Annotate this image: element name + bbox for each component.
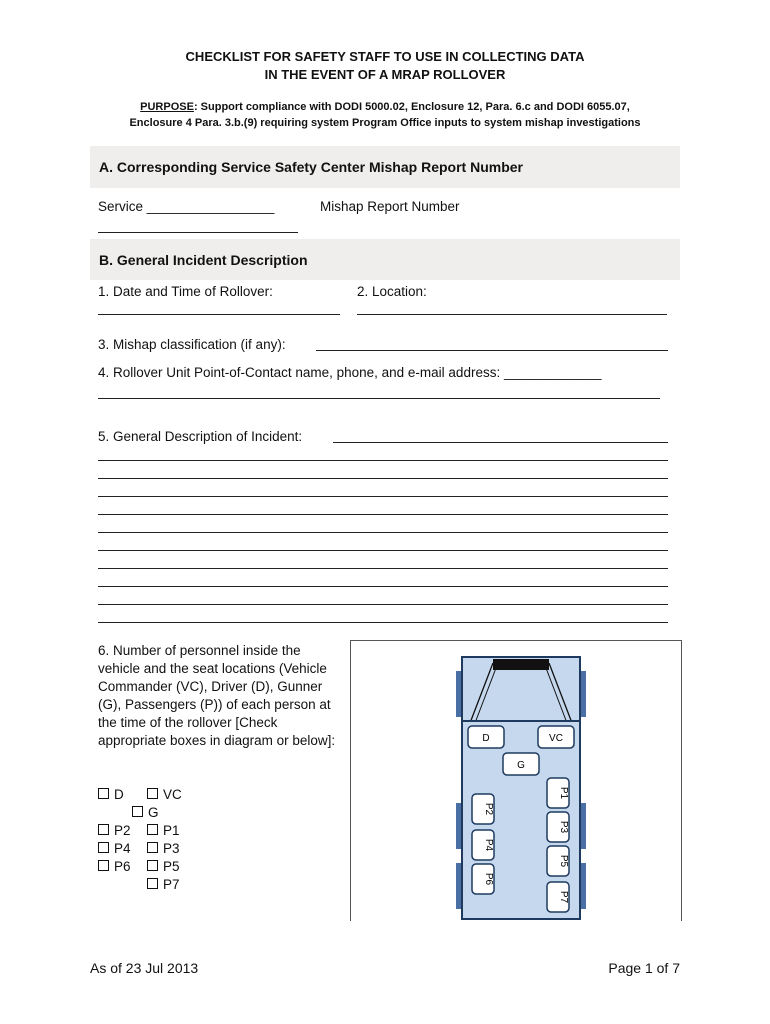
svg-text:P2: P2 — [483, 802, 494, 816]
checkbox-p6[interactable] — [98, 858, 131, 876]
checkbox-g[interactable] — [132, 804, 159, 822]
footer-date: As of 23 Jul 2013 — [90, 960, 199, 976]
description-line[interactable] — [98, 586, 668, 587]
description-line[interactable] — [98, 622, 668, 623]
point-of-contact-field[interactable] — [98, 398, 660, 399]
svg-text:P1: P1 — [558, 786, 569, 800]
checkbox-p4[interactable] — [98, 840, 131, 858]
svg-text:P6: P6 — [483, 872, 494, 886]
seat-d[interactable] — [468, 726, 504, 748]
question-point-of-contact: 4. Rollover Unit Point-of-Contact name, phone, and e-mail address: _____________ — [98, 365, 602, 380]
description-line[interactable] — [98, 496, 668, 497]
checkbox-label: P5 — [163, 859, 180, 874]
checkbox-square[interactable] — [98, 860, 109, 871]
seat-p6[interactable] — [472, 864, 494, 894]
svg-text:P7: P7 — [558, 890, 569, 904]
mishap-number-field[interactable] — [98, 232, 298, 233]
question-mishap-classification: 3. Mishap classification (if any): — [98, 337, 286, 352]
checkbox-label: P6 — [114, 859, 131, 874]
section-b-title: B. General Incident Description — [99, 251, 308, 268]
checkbox-label: P3 — [163, 841, 180, 856]
purpose-text-1: : Support compliance with DODI 5000.02, Enclosure 12, Para. 6.c and DODI 6055.07, — [193, 101, 630, 113]
seat-p3[interactable] — [547, 812, 569, 842]
seat-p4[interactable] — [472, 830, 494, 860]
svg-text:P4: P4 — [483, 838, 494, 852]
checkbox-p5[interactable] — [147, 858, 180, 876]
date-time-field[interactable] — [98, 314, 340, 315]
svg-text:P3: P3 — [558, 820, 569, 834]
vehicle-diagram-svg — [351, 641, 681, 921]
description-line[interactable] — [98, 550, 668, 551]
description-field-first-line[interactable] — [333, 442, 668, 443]
checkbox-vc[interactable] — [147, 786, 182, 804]
seat-p7[interactable] — [547, 882, 569, 912]
service-label: Service _________________ — [98, 199, 275, 214]
purpose-paragraph — [60, 99, 710, 131]
checkbox-label: P1 — [163, 823, 180, 838]
windshield — [493, 659, 549, 670]
description-line[interactable] — [98, 478, 668, 479]
checkbox-square[interactable] — [147, 824, 158, 835]
section-b-header — [90, 239, 680, 280]
purpose-text-2: Enclosure 4 Para. 3.b.(9) requiring system Program Office inputs to system mishap investigations — [129, 117, 641, 129]
checkbox-label: P7 — [163, 877, 180, 892]
seat-p1[interactable] — [547, 778, 569, 808]
question-date-time: 1. Date and Time of Rollover: — [98, 284, 273, 299]
purpose-label: PURPOSE — [140, 101, 194, 113]
svg-text:D: D — [482, 733, 490, 744]
seat-p5[interactable] — [547, 846, 569, 876]
checkbox-p7[interactable] — [147, 876, 180, 894]
location-field[interactable] — [357, 314, 667, 315]
mishap-classification-field[interactable] — [316, 350, 668, 351]
footer-page-number: Page 1 of 7 — [608, 960, 680, 976]
checkbox-p2[interactable] — [98, 822, 131, 840]
checkbox-square[interactable] — [98, 824, 109, 835]
seat-g[interactable] — [503, 753, 539, 775]
description-line[interactable] — [98, 532, 668, 533]
section-a-title: A. Corresponding Service Safety Center Mishap Report Number — [99, 159, 523, 175]
checkbox-square[interactable] — [147, 842, 158, 853]
checkbox-label: G — [148, 805, 159, 820]
doc-title-line1: CHECKLIST FOR SAFETY STAFF TO USE IN COLLECTING DATA — [185, 49, 585, 64]
checkbox-p3[interactable] — [147, 840, 180, 858]
checkbox-square[interactable] — [147, 878, 158, 889]
description-line[interactable] — [98, 568, 668, 569]
svg-text:P5: P5 — [558, 854, 569, 868]
doc-title-line2: IN THE EVENT OF A MRAP ROLLOVER — [264, 67, 506, 82]
description-line[interactable] — [98, 460, 668, 461]
checkbox-label: P2 — [114, 823, 131, 838]
description-line[interactable] — [98, 514, 668, 515]
vehicle-seat-diagram — [350, 640, 682, 921]
svg-text:G: G — [517, 760, 525, 771]
question-location: 2. Location: — [357, 284, 427, 299]
svg-text:VC: VC — [549, 733, 563, 744]
checkbox-square[interactable] — [147, 860, 158, 871]
description-line[interactable] — [98, 604, 668, 605]
checkbox-label: D — [114, 787, 124, 802]
checkbox-square[interactable] — [98, 788, 109, 799]
question-general-description: 5. General Description of Incident: — [98, 429, 303, 444]
seat-vc[interactable] — [538, 726, 574, 748]
checkbox-label: P4 — [114, 841, 131, 856]
checkbox-square[interactable] — [147, 788, 158, 799]
checkbox-d[interactable] — [98, 786, 124, 804]
mishap-report-number-label: Mishap Report Number — [320, 199, 460, 214]
checkbox-square[interactable] — [98, 842, 109, 853]
checkbox-p1[interactable] — [147, 822, 180, 840]
seat-p2[interactable] — [472, 794, 494, 824]
checkbox-square[interactable] — [132, 806, 143, 817]
section-a-header — [90, 146, 680, 188]
question-personnel-seating: 6. Number of personnel inside the vehicle and the seat locations (Vehicle Commander (VC), Driver (D), Gunner (G), Passengers (P)) of each person at the time of the rollover [Check appropriate boxes in diagram or below]: — [98, 643, 336, 748]
checkbox-label: VC — [163, 787, 182, 802]
